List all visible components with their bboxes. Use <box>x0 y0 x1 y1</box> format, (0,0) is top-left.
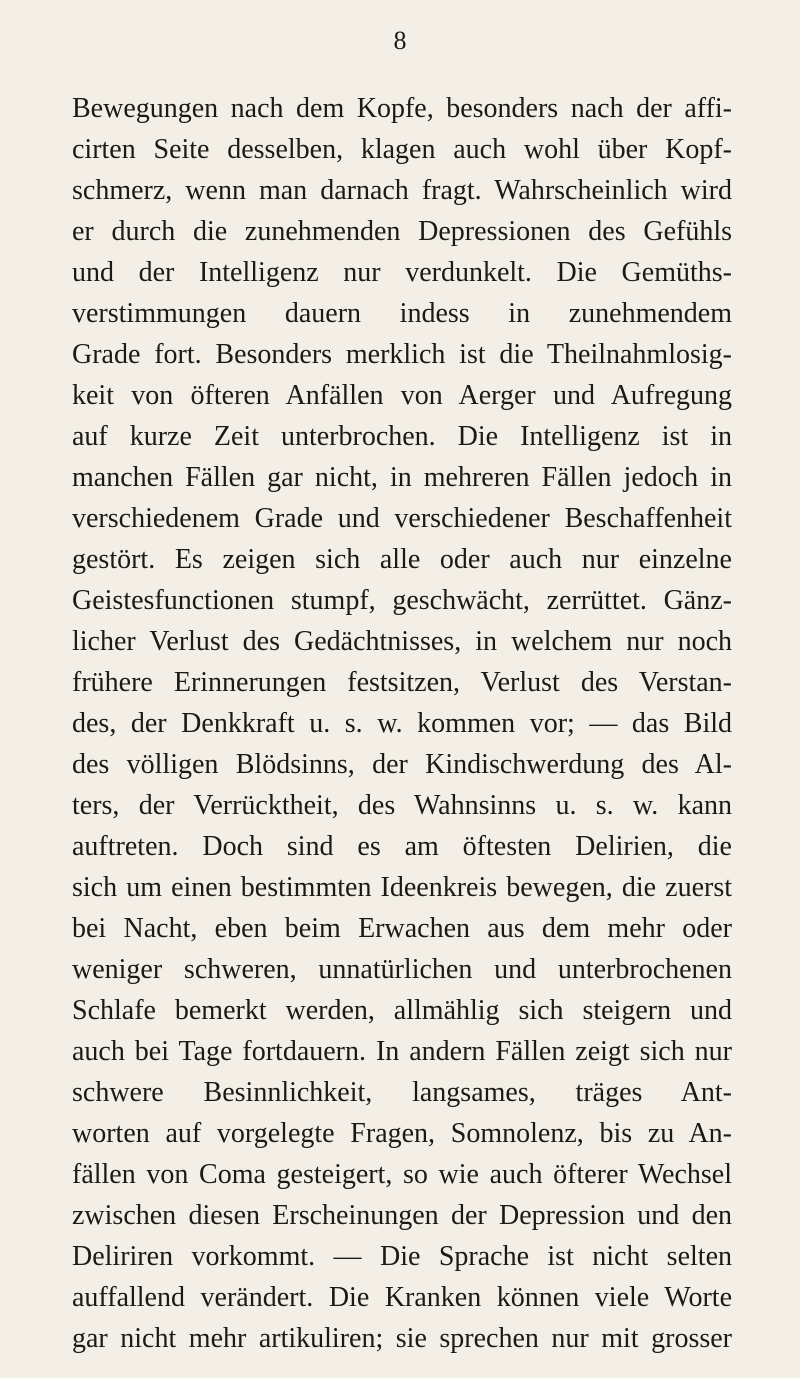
text-line: auch bei Tage fortdauern. In andern Fällen zeigt sich nur <box>72 1036 732 1067</box>
text-line: Bewegungen nach dem Kopfe, besonders nach der affi- <box>72 93 732 124</box>
body-text <box>72 88 732 1359</box>
text-line: auftreten. Doch sind es am öftesten Delirien, die <box>72 831 732 862</box>
text-line: weniger schweren, unnatürlichen und unterbrochenen <box>72 954 732 985</box>
text-line: zwischen diesen Erscheinungen der Depression und den <box>72 1200 732 1231</box>
text-line: Grade fort. Besonders merklich ist die Theilnahmlosig- <box>72 339 732 370</box>
text-line: worten auf vorgelegte Fragen, Somnolenz, bis zu An- <box>72 1118 732 1149</box>
text-line: verschiedenem Grade und verschiedener Beschaffenheit <box>72 503 732 534</box>
text-line: gar nicht mehr artikuliren; sie sprechen nur mit grosser <box>72 1323 732 1354</box>
text-line: Geistesfunctionen stumpf, geschwächt, zerrüttet. Gänz- <box>72 585 732 616</box>
text-line: cirten Seite desselben, klagen auch wohl über Kopf- <box>72 134 732 165</box>
text-line: des, der Denkkraft u. s. w. kommen vor; — das Bild <box>72 708 732 739</box>
text-line: ters, der Verrücktheit, des Wahnsinns u. s. w. kann <box>72 790 732 821</box>
text-line: schwere Besinnlichkeit, langsames, träges Ant- <box>72 1077 732 1108</box>
text-line: licher Verlust des Gedächtnisses, in welchem nur noch <box>72 626 732 657</box>
text-line: und der Intelligenz nur verdunkelt. Die Gemüths- <box>72 257 732 288</box>
text-line: er durch die zunehmenden Depressionen des Gefühls <box>72 216 732 247</box>
text-line: gestört. Es zeigen sich alle oder auch nur einzelne <box>72 544 732 575</box>
text-line: des völligen Blödsinns, der Kindischwerdung des Al- <box>72 749 732 780</box>
text-line: schmerz, wenn man darnach fragt. Wahrscheinlich wird <box>72 175 732 206</box>
text-line: Deliriren vorkommt. — Die Sprache ist nicht selten <box>72 1241 732 1272</box>
text-line: auffallend verändert. Die Kranken können viele Worte <box>72 1282 732 1313</box>
page-number: 8 <box>393 26 407 55</box>
text-line: keit von öfteren Anfällen von Aerger und Aufregung <box>72 380 732 411</box>
text-line: manchen Fällen gar nicht, in mehreren Fällen jedoch in <box>72 462 732 493</box>
text-line: bei Nacht, eben beim Erwachen aus dem mehr oder <box>72 913 732 944</box>
text-line: frühere Erinnerungen festsitzen, Verlust des Verstan- <box>72 667 732 698</box>
text-line: auf kurze Zeit unterbrochen. Die Intelligenz ist in <box>72 421 732 452</box>
text-line: Schlafe bemerkt werden, allmählig sich steigern und <box>72 995 732 1026</box>
text-line: verstimmungen dauern indess in zunehmendem <box>72 298 732 329</box>
text-line: sich um einen bestimmten Ideenkreis bewegen, die zuerst <box>72 872 732 903</box>
text-line: fällen von Coma gesteigert, so wie auch öfterer Wechsel <box>72 1159 732 1190</box>
